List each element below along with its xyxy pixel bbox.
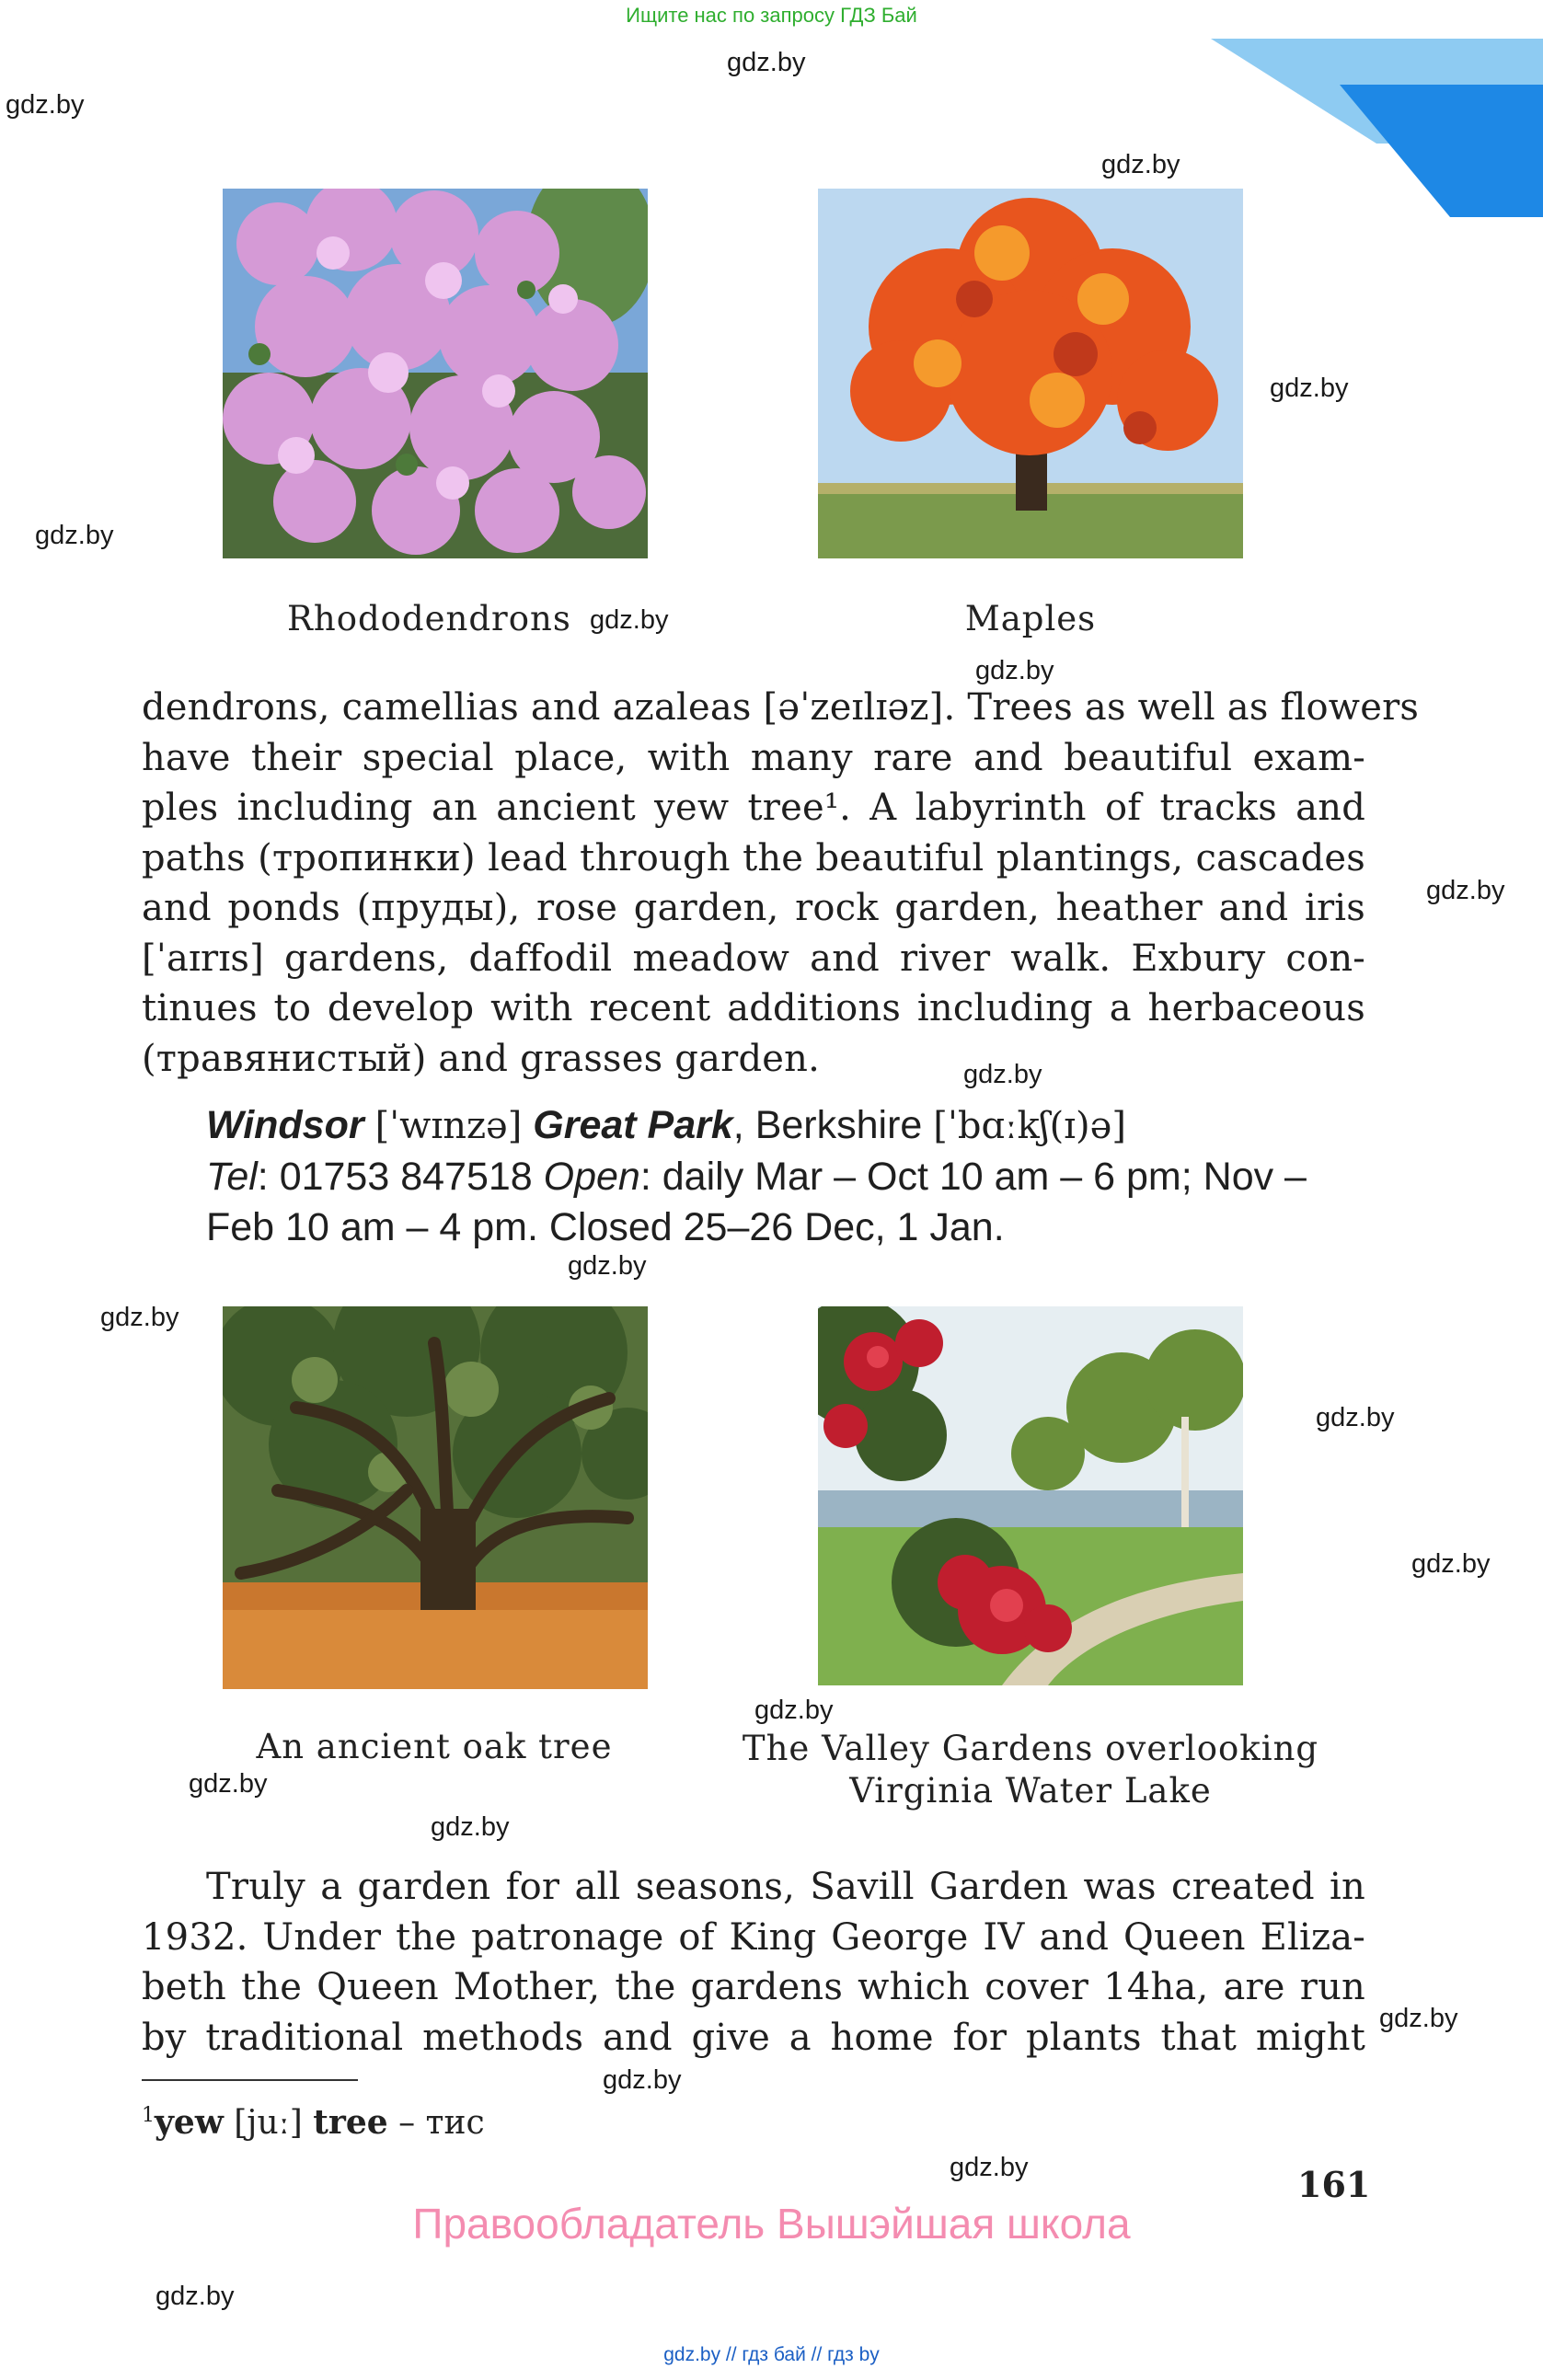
watermark: gdz.by (1316, 1403, 1395, 1432)
oak-tree-photo (223, 1306, 648, 1689)
footnote-term-2: tree (313, 2103, 388, 2142)
watermark: gdz.by (950, 2153, 1029, 2182)
info-great-park: Great Park (533, 1103, 733, 1147)
info-line-2 (206, 1152, 1393, 1202)
copyright-notice: Правообладатель Вышэйшая школа (412, 2200, 1131, 2248)
watermark: gdz.by (975, 656, 1054, 685)
info-tel-label: Tel (206, 1155, 258, 1199)
valley-gardens-photo (818, 1306, 1243, 1685)
valley-caption-line-1: The Valley Gardens overlooking (742, 1729, 1319, 1768)
text-line: ples including an ancient yew tree¹. A labyrinth of tracks and (142, 787, 1365, 829)
text-line: Truly a garden for all seasons, Savill Garden was created in (206, 1866, 1365, 1908)
watermark: gdz.by (1426, 876, 1505, 905)
text-line: (травянистый) and grasses garden. (142, 1037, 821, 1080)
watermark: gdz.by (727, 48, 806, 77)
info-county: , Berkshire (732, 1103, 923, 1147)
watermark: gdz.by (189, 1769, 268, 1799)
paragraph-exbury (142, 683, 1420, 1084)
footnote-term: yew (155, 2103, 224, 2142)
watermark: gdz.by (1270, 374, 1349, 403)
footer-links[interactable]: gdz.by // гдз бай // гдз by (663, 2344, 880, 2365)
info-windsor-phonetic: [ˈwɪnzə] (374, 1105, 523, 1147)
info-line-1 (206, 1100, 1393, 1152)
footnote (142, 2103, 485, 2142)
text-line: have their special place, with many rare and beautiful exam- (142, 736, 1365, 779)
info-open-value: : daily Mar – Oct 10 am – 6 pm; Nov – (639, 1155, 1307, 1199)
text-line: 1932. Under the patronage of King George IV and Queen Eliza- (142, 1915, 1365, 1959)
rhododendrons-photo (223, 189, 648, 558)
text-line: tinues to develop with recent additions including a herbaceous (142, 987, 1365, 1029)
watermark: gdz.by (155, 2282, 235, 2311)
maples-caption: Maples (964, 599, 1097, 638)
text-line: paths (тропинки) lead through the beautiful plantings, cascades (142, 836, 1365, 880)
info-line-3: Feb 10 am – 4 pm. Closed 25–26 Dec, 1 Jan. (206, 1205, 1005, 1249)
corner-decoration (1211, 33, 1543, 226)
watermark: gdz.by (35, 521, 114, 550)
watermark: gdz.by (963, 1060, 1042, 1089)
info-windsor: Windsor (206, 1103, 364, 1147)
info-open-label: Open (543, 1155, 640, 1199)
text-line: beth the Queen Mother, the gardens which cover 14ha, are run (142, 1966, 1365, 2008)
page-number: 161 (1297, 2164, 1371, 2205)
text-line: by traditional methods and give a home for plants that might (142, 2016, 1365, 2059)
footnote-divider (142, 2079, 358, 2081)
watermark: gdz.by (100, 1303, 179, 1332)
watermark: gdz.by (603, 2065, 682, 2095)
windsor-info-block (206, 1100, 1393, 1253)
text-line: [ˈaɪrɪs] gardens, daffodil meadow and river walk. Exbury con- (142, 937, 1365, 980)
rhododendrons-caption: Rhododendrons (287, 599, 571, 638)
text-line: and ponds (пруды), rose garden, rock garden, heather and iris (142, 887, 1365, 929)
info-tel-value: : 01753 847518 (257, 1155, 544, 1199)
watermark: gdz.by (1379, 2004, 1458, 2033)
watermark: gdz.by (1411, 1549, 1491, 1579)
oak-caption: An ancient oak tree (256, 1727, 613, 1766)
paragraph-savill (142, 1862, 1365, 2063)
watermark: gdz.by (431, 1812, 510, 1842)
watermark: gdz.by (754, 1696, 834, 1725)
watermark: gdz.by (568, 1251, 647, 1281)
maples-photo (818, 189, 1243, 558)
watermark: gdz.by (6, 90, 85, 120)
watermark: gdz.by (1101, 150, 1180, 179)
footnote-translation: – тис (387, 2104, 485, 2142)
info-county-phonetic: [ˈbɑːkʃ(ɪ)ə] (933, 1105, 1126, 1147)
footnote-phonetic: [juː] (223, 2104, 314, 2142)
top-search-note: Ищите нас по запросу ГДЗ Бай (626, 4, 917, 27)
watermark: gdz.by (590, 605, 669, 635)
footnote-mark: 1 (142, 2104, 155, 2127)
valley-caption-line-2: Virginia Water Lake (849, 1771, 1212, 1811)
text-line: dendrons, camellias and azaleas [əˈzeɪlɪəz]. Trees as well as flowers (142, 686, 1420, 729)
